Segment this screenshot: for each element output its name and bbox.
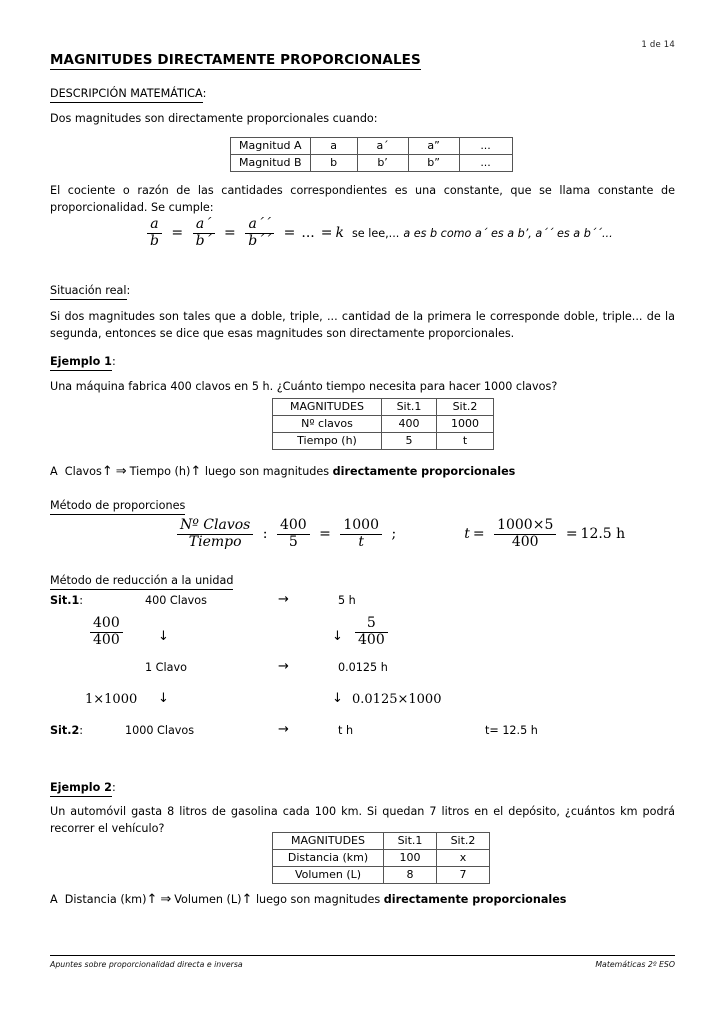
semicolon: ; (391, 525, 397, 542)
table-row (231, 155, 513, 172)
section-heading-description-text: DESCRIPCIÓN MATEMÁTICA (50, 85, 203, 103)
table-cell: 400 (382, 416, 437, 433)
page-title: MAGNITUDES DIRECTAMENTE PROPORCIONALES (50, 52, 421, 68)
fraction (277, 518, 310, 550)
table-row (231, 138, 513, 155)
step1-right-fraction (353, 616, 390, 648)
table-cell: b” (408, 155, 459, 172)
example2-statement: Un automóvil gasta 8 litros de gasolina cada 100 km. Si quedan 7 litros en el depósito, ¿cuántos km podrá recorrer el vehículo? (50, 805, 675, 835)
table-cell: b’ (357, 155, 408, 172)
description-paragraph: El cociente o razón de las cantidades correspondientes es una constante, que se llama constante de proporcionalidad. Se cumple: (50, 184, 675, 214)
section-heading-example1-text: Ejemplo 1 (50, 353, 112, 371)
arrow-up-icon: ↑ (241, 892, 253, 907)
conclusion-magnitude-2: Tiempo (h) (129, 465, 191, 478)
equals-sign: = (171, 224, 184, 241)
arrow-up-icon: ↑ (190, 464, 202, 479)
equals-sign: = (283, 224, 296, 241)
sit2-label (50, 724, 83, 737)
equals-sign: = (320, 224, 333, 241)
formula-constant-k: k (335, 225, 344, 242)
fraction-denominator: 5 (288, 533, 298, 550)
fraction-numerator: 5 (355, 616, 388, 633)
formula-ellipsis: ... (301, 224, 315, 241)
conclusion-bold-tail: directamente proporcionales (332, 465, 516, 478)
arrow-down-icon: ↓ (158, 691, 169, 706)
example2-table-wrap (272, 832, 490, 884)
conclusion-prefix: A (50, 465, 58, 478)
fraction-denominator: t (358, 533, 364, 550)
description-intro: Dos magnitudes son directamente proporcionales cuando: (50, 112, 378, 125)
table-header-cell: MAGNITUDES (273, 833, 384, 850)
proportion-formula (145, 217, 613, 249)
arrow-right-icon: → (278, 722, 289, 737)
table-header-cell: Sit.2 (437, 399, 494, 416)
fraction (245, 217, 274, 249)
method-proportions-formula (175, 518, 625, 550)
conclusion-bold-tail: directamente proporcionales (383, 893, 567, 906)
section-heading-real-situation-text: Situación real (50, 282, 127, 300)
fraction-denominator: 400 (93, 631, 120, 648)
ratio-colon: : (262, 525, 268, 542)
sit2-label-text: Sit.2 (50, 724, 80, 737)
example1-conclusion (50, 463, 675, 480)
table-header-cell: Sit.1 (382, 399, 437, 416)
fraction-denominator: Tiempo (188, 533, 242, 550)
equals-sign: = (472, 525, 485, 542)
sit2-result: t= 12.5 h (485, 724, 538, 737)
example2-conclusion (50, 891, 675, 908)
table-row (273, 867, 490, 884)
example2-magnitudes-table (272, 832, 490, 884)
conclusion-middle: luego son magnitudes (255, 893, 381, 906)
equals-sign: = (319, 525, 331, 542)
method-unit-block (50, 592, 675, 737)
table-cell: Distancia (km) (273, 850, 384, 867)
arrow-down-icon: ↓ (158, 629, 169, 644)
fraction-denominator: b´ (195, 232, 212, 249)
step2-left-expression: 1×1000 (85, 692, 138, 707)
table-header-cell: Sit.2 (437, 833, 490, 850)
unit-quantity: 1 Clavo (145, 661, 187, 674)
fraction-numerator: 400 (90, 616, 123, 633)
page-content (50, 0, 675, 1024)
formula-fraction-2 (186, 216, 221, 249)
table-cell: Magnitud B (231, 155, 311, 172)
arrow-down-icon: ↓ (332, 691, 343, 706)
conclusion-magnitude-1: Distancia (km) (64, 893, 147, 906)
method-proportions-heading (50, 497, 675, 515)
fraction (90, 616, 123, 648)
fraction-numerator: a (147, 217, 162, 234)
footer-left-text: Apuntes sobre proporcionalidad directa e inversa (50, 960, 243, 969)
fraction-denominator: b´´ (248, 232, 272, 249)
implies-icon: ⇒ (160, 892, 172, 907)
arrow-up-icon: ↑ (101, 464, 113, 479)
section-heading-real-situation (50, 282, 675, 300)
fraction-numerator: 400 (277, 518, 310, 535)
table-cell: Nº clavos (273, 416, 382, 433)
footer-divider (50, 955, 675, 956)
arrow-right-icon: → (278, 592, 289, 607)
arrow-up-icon: ↑ (146, 892, 158, 907)
table-cell: 1000 (437, 416, 494, 433)
example1-magnitudes-table (272, 398, 494, 450)
table-header-cell: Sit.1 (384, 833, 437, 850)
table-cell: a (310, 138, 357, 155)
t-label: t (464, 526, 470, 543)
table-cell: t (437, 433, 494, 450)
sit2-value: t h (338, 724, 354, 737)
table-header-row (273, 833, 490, 850)
fraction (177, 518, 253, 550)
sit1-label-colon: : (79, 594, 84, 607)
formula-reading-text: a es b como a´ es a b’, a´´ es a b´´... (403, 227, 613, 241)
formula-fraction-3 (239, 216, 281, 249)
fraction-numerator: a´´ (245, 217, 274, 234)
section-heading-example2-text: Ejemplo 2 (50, 779, 112, 797)
t-result: 12.5 h (580, 526, 626, 543)
table-row (273, 850, 490, 867)
section-heading-description (50, 85, 675, 103)
ratio-left (175, 517, 260, 550)
table-cell: Magnitud A (231, 138, 311, 155)
fraction (494, 518, 556, 550)
section-heading-example2 (50, 779, 675, 797)
magnitudes-ab-table (230, 137, 513, 172)
table-cell: a” (408, 138, 459, 155)
table-cell: 8 (384, 867, 437, 884)
implies-icon: ⇒ (115, 464, 127, 479)
step2-right-expression: 0.0125×1000 (352, 692, 442, 707)
fraction-numerator: 1000×5 (494, 518, 556, 535)
fraction-denominator: 400 (358, 631, 385, 648)
table-cell: 7 (437, 867, 490, 884)
table-cell: x (437, 850, 490, 867)
fraction (193, 217, 215, 249)
fraction (340, 518, 382, 550)
sit1-quantity: 400 Clavos (145, 594, 207, 607)
fraction-denominator: 400 (511, 533, 539, 550)
fraction-numerator: Nº Clavos (177, 518, 253, 535)
sit2-label-colon: : (79, 724, 84, 737)
table-cell: a´ (357, 138, 408, 155)
table-cell: 100 (384, 850, 437, 867)
table-row (273, 433, 494, 450)
section-heading-example1-colon: : (111, 355, 116, 368)
table-row (273, 416, 494, 433)
magnitudes-ab-table-wrap (230, 137, 513, 172)
ratio-fraction-2 (271, 517, 317, 550)
fraction-numerator: 1000 (340, 518, 382, 535)
section-heading-description-colon: : (202, 87, 207, 100)
sit2-quantity: 1000 Clavos (125, 724, 195, 737)
equals-sign: = (565, 525, 578, 542)
table-header-row (273, 399, 494, 416)
sit1-label (50, 594, 83, 607)
example1-table-wrap (272, 398, 494, 450)
real-situation-paragraph: Si dos magnitudes son tales que a doble, triple, ... cantidad de la primera le corresponde doble, triple... de la segunda, entonces se dice que esas magnitudes son directamente proporcionales. (50, 310, 675, 340)
table-cell: b (310, 155, 357, 172)
footer-right-text: Matemáticas 2º ESO (595, 960, 675, 969)
fraction-denominator: b (150, 232, 159, 249)
fraction (147, 217, 162, 249)
step1-left-fraction (88, 616, 125, 648)
fraction (355, 616, 388, 648)
section-heading-real-situation-colon: : (126, 284, 131, 297)
table-cell: 5 (382, 433, 437, 450)
formula-reading-label: se lee,... (351, 227, 400, 241)
example1-statement: Una máquina fabrica 400 clavos en 5 h. ¿Cuánto tiempo necesita para hacer 1000 clavos? (50, 380, 558, 393)
table-header-cell: MAGNITUDES (273, 399, 382, 416)
table-cell: ... (459, 138, 512, 155)
table-cell: Tiempo (h) (273, 433, 382, 450)
arrow-down-icon: ↓ (332, 629, 343, 644)
method-unit-heading-text: Método de reducción a la unidad (50, 572, 233, 590)
conclusion-middle: luego son magnitudes (204, 465, 330, 478)
conclusion-magnitude-1: Clavos (64, 465, 102, 478)
table-cell: ... (459, 155, 512, 172)
sit1-label-text: Sit.1 (50, 594, 80, 607)
conclusion-magnitude-2: Volumen (L) (174, 893, 242, 906)
section-heading-example1 (50, 353, 675, 371)
arrow-right-icon: → (278, 659, 289, 674)
method-proportions-heading-text: Método de proporciones (50, 497, 185, 515)
unit-value: 0.0125 h (338, 661, 388, 674)
conclusion-prefix: A (50, 893, 58, 906)
table-cell: Volumen (L) (273, 867, 384, 884)
ratio-fraction-3 (334, 517, 389, 550)
formula-fraction-1 (145, 216, 168, 249)
page-number: 1 de 14 (641, 40, 675, 50)
section-heading-example2-colon: : (111, 781, 116, 794)
equals-sign: = (224, 224, 236, 241)
method-unit-heading (50, 572, 675, 590)
sit1-value: 5 h (338, 594, 356, 607)
fraction-numerator: a´ (193, 217, 215, 234)
